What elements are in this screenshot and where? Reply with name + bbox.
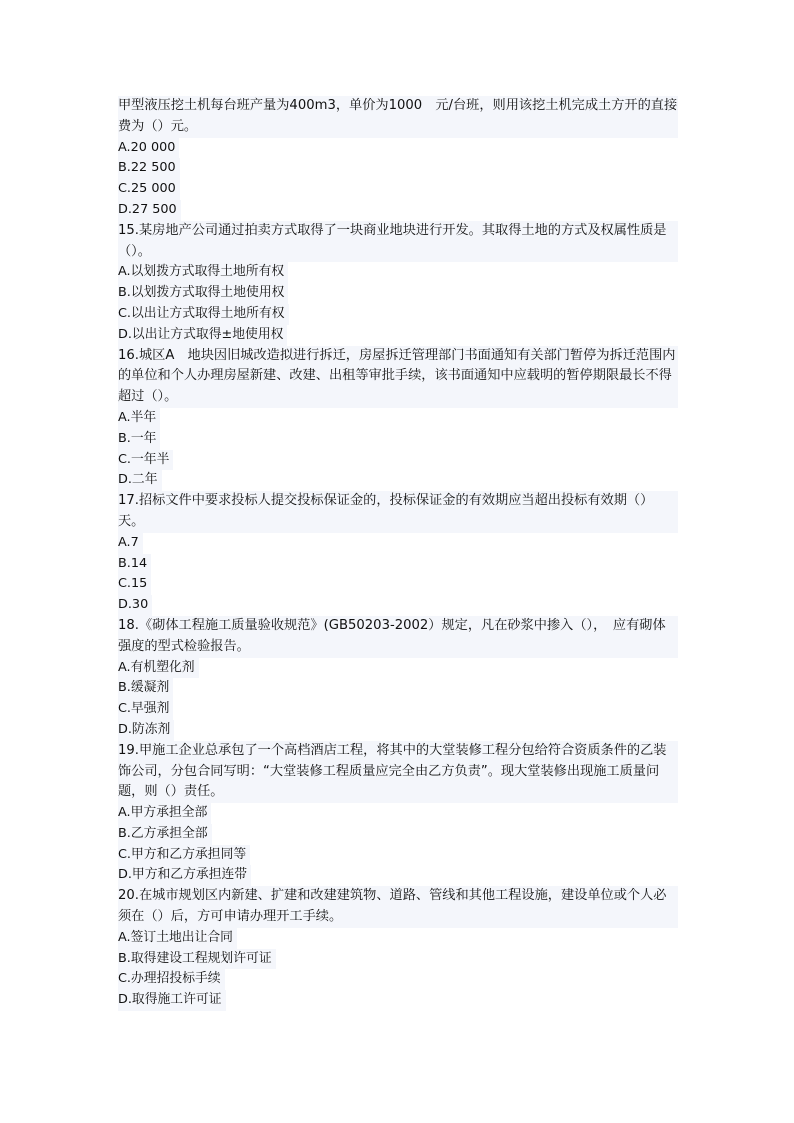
option-d: D.二年 [118, 470, 162, 491]
question-stem: 甲型液压挖土机每台班产量为400m3，单价为1000 元/台班，则用该挖土机完成土方开的直接费为（）元。 [118, 96, 678, 138]
document-page [118, 96, 678, 1011]
question-stem: 18.《砌体工程施工质量验收规范》(GB50203-2002）规定，凡在砂浆中掺入（）， 应有砌体强度的型式检验报告。 [118, 616, 678, 658]
question-block [118, 221, 678, 346]
option-d: D.防冻剂 [118, 720, 174, 741]
option-d: D.27 500 [118, 200, 181, 221]
question-block [118, 616, 678, 741]
option-d: D.甲方和乙方承担连带 [118, 865, 251, 886]
option-a: A.甲方承担全部 [118, 803, 211, 824]
question-stem: 20.在城市规划区内新建、扩建和改建建筑物、道路、管线和其他工程设施，建设单位或个人必须在（）后，方可申请办理开工手续。 [118, 886, 678, 928]
option-c: C.甲方和乙方承担同等 [118, 845, 250, 866]
option-b: B.乙方承担全部 [118, 824, 212, 845]
option-a: A.以划拨方式取得土地所有权 [118, 262, 288, 283]
question-block [118, 96, 678, 221]
option-c: C.早强剂 [118, 699, 173, 720]
question-stem: 19.甲施工企业总承包了一个高档酒店工程，将其中的大堂装修工程分包给符合资质条件的乙装饰公司，分包合同写明：“大堂装修工程质量应完全由乙方负责”。现大堂装修出现施工质量问题，则（）责任。 [118, 741, 678, 803]
question-block [118, 741, 678, 887]
option-b: B.以划拨方式取得土地使用权 [118, 283, 288, 304]
option-c: C.办理招投标手续 [118, 969, 225, 990]
question-block [118, 491, 678, 616]
option-c: C.15 [118, 574, 151, 595]
question-stem: 16.城区A 地块因旧城改造拟进行拆迁，房屋拆迁管理部门书面通知有关部门暂停为拆迁范围内的单位和个人办理房屋新建、改建、出租等审批手续，该书面通知中应载明的暂停期限最长不得超过（）。 [118, 346, 678, 408]
option-d: D.取得施工许可证 [118, 990, 226, 1011]
option-c: C.一年半 [118, 450, 173, 471]
option-b: B.22 500 [118, 158, 180, 179]
question-block [118, 886, 678, 1011]
option-c: C.25 000 [118, 179, 180, 200]
option-a: A.20 000 [118, 138, 179, 159]
option-a: A.7 [118, 533, 143, 554]
option-d: D.以出让方式取得±地使用权 [118, 325, 287, 346]
option-b: B.一年 [118, 429, 160, 450]
question-block [118, 346, 678, 492]
question-stem: 15.某房地产公司通过拍卖方式取得了一块商业地块进行开发。其取得土地的方式及权属性质是（）。 [118, 221, 678, 263]
option-d: D.30 [118, 595, 152, 616]
option-b: B.取得建设工程规划许可证 [118, 949, 276, 970]
option-a: A.半年 [118, 408, 160, 429]
option-a: A.签订土地出让合同 [118, 928, 237, 949]
option-c: C.以出让方式取得土地所有权 [118, 304, 289, 325]
question-stem: 17.招标文件中要求投标人提交投标保证金的，投标保证金的有效期应当超出投标有效期（）天。 [118, 491, 678, 533]
option-b: B.14 [118, 554, 151, 575]
option-b: B.缓凝剂 [118, 678, 173, 699]
option-a: A.有机塑化剂 [118, 658, 199, 679]
